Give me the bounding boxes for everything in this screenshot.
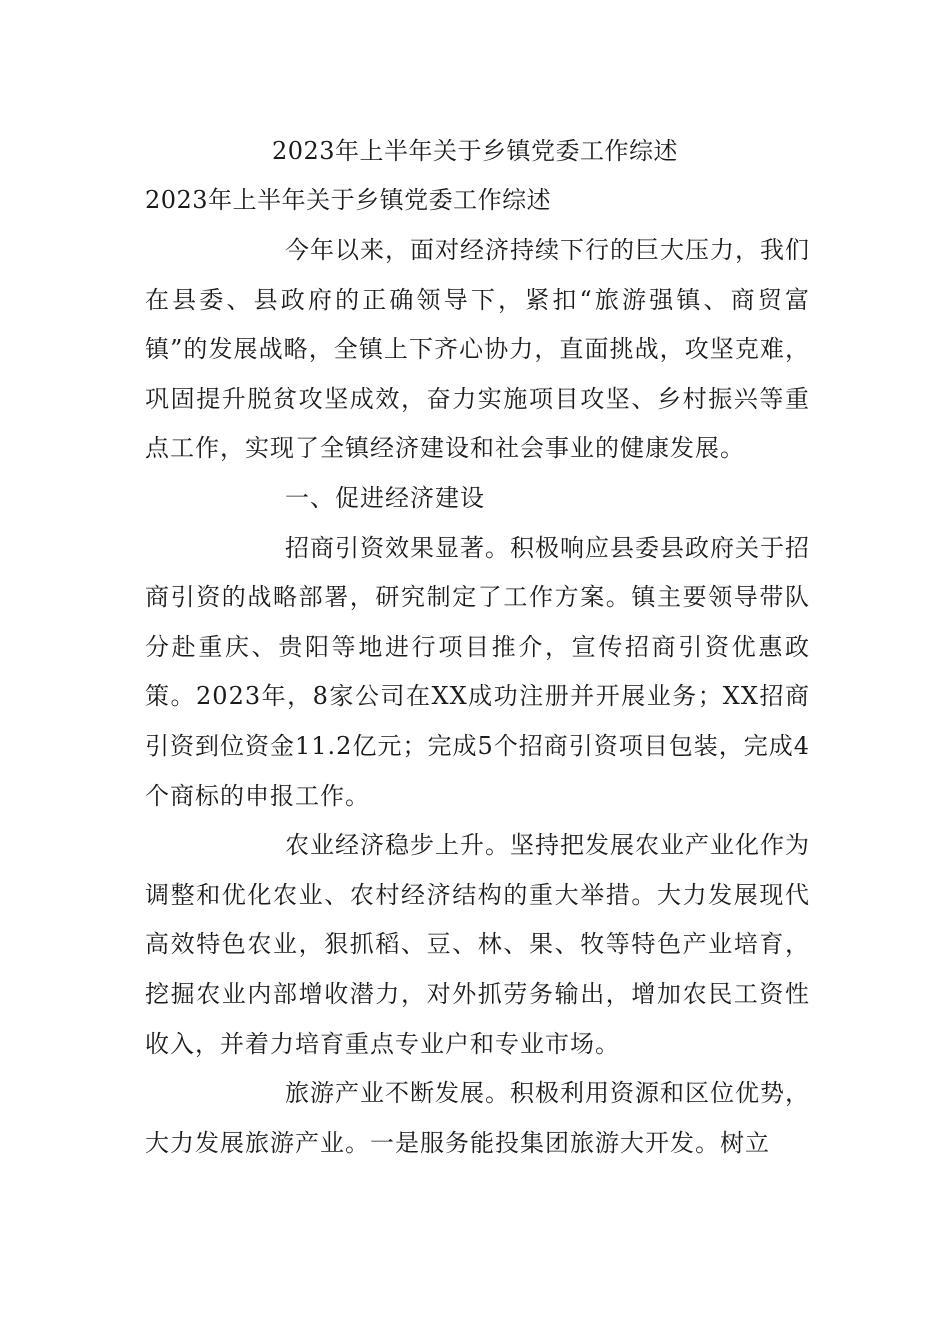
section-heading: 一、促进经济建设 (285, 483, 485, 512)
agriculture-paragraph: 农业经济稳步上升。坚持把发展农业产业化作为调整和优化农业、农村经济结构的重大举措。大力发展现代高效特色农业，狠抓稻、豆、林、果、牧等特色产业培育，挖掘农业内部增收潜力，对外抓劳务输出，增加农民工资性收入，并着力培育重点专业户和专业市场。 (145, 831, 810, 1058)
intro-paragraph: 今年以来，面对经济持续下行的巨大压力，我们在县委、县政府的正确领导下，紧扣“旅游强镇、商贸富镇”的发展战略，全镇上下齐心协力，直面挑战，攻坚克难，巩固提升脱贫攻坚成效，奋力实施项目攻坚、乡村振兴等重点工作，实现了全镇经济建设和社会事业的健康发展。 (145, 236, 810, 463)
tourism-paragraph: 旅游产业不断发展。积极利用资源和区位优势，大力发展旅游产业。一是服务能投集团旅游大开发。树立 (145, 1079, 810, 1157)
document-body (145, 226, 810, 1168)
document-subtitle: 2023年上半年关于乡镇党委工作综述 (145, 186, 552, 214)
document-title: 2023年上半年关于乡镇党委工作综述 (271, 137, 679, 165)
investment-paragraph: 招商引资效果显著。积极响应县委县政府关于招商引资的战略部署，研究制定了工作方案。镇主要领导带队分赴重庆、贵阳等地进行项目推介，宣传招商引资优惠政策。2023年，8家公司在XX成功注册并开展业务；XX招商引资到位资金11.2亿元；完成5个招商引资项目包装，完成4个商标的申报工作。 (145, 533, 810, 810)
